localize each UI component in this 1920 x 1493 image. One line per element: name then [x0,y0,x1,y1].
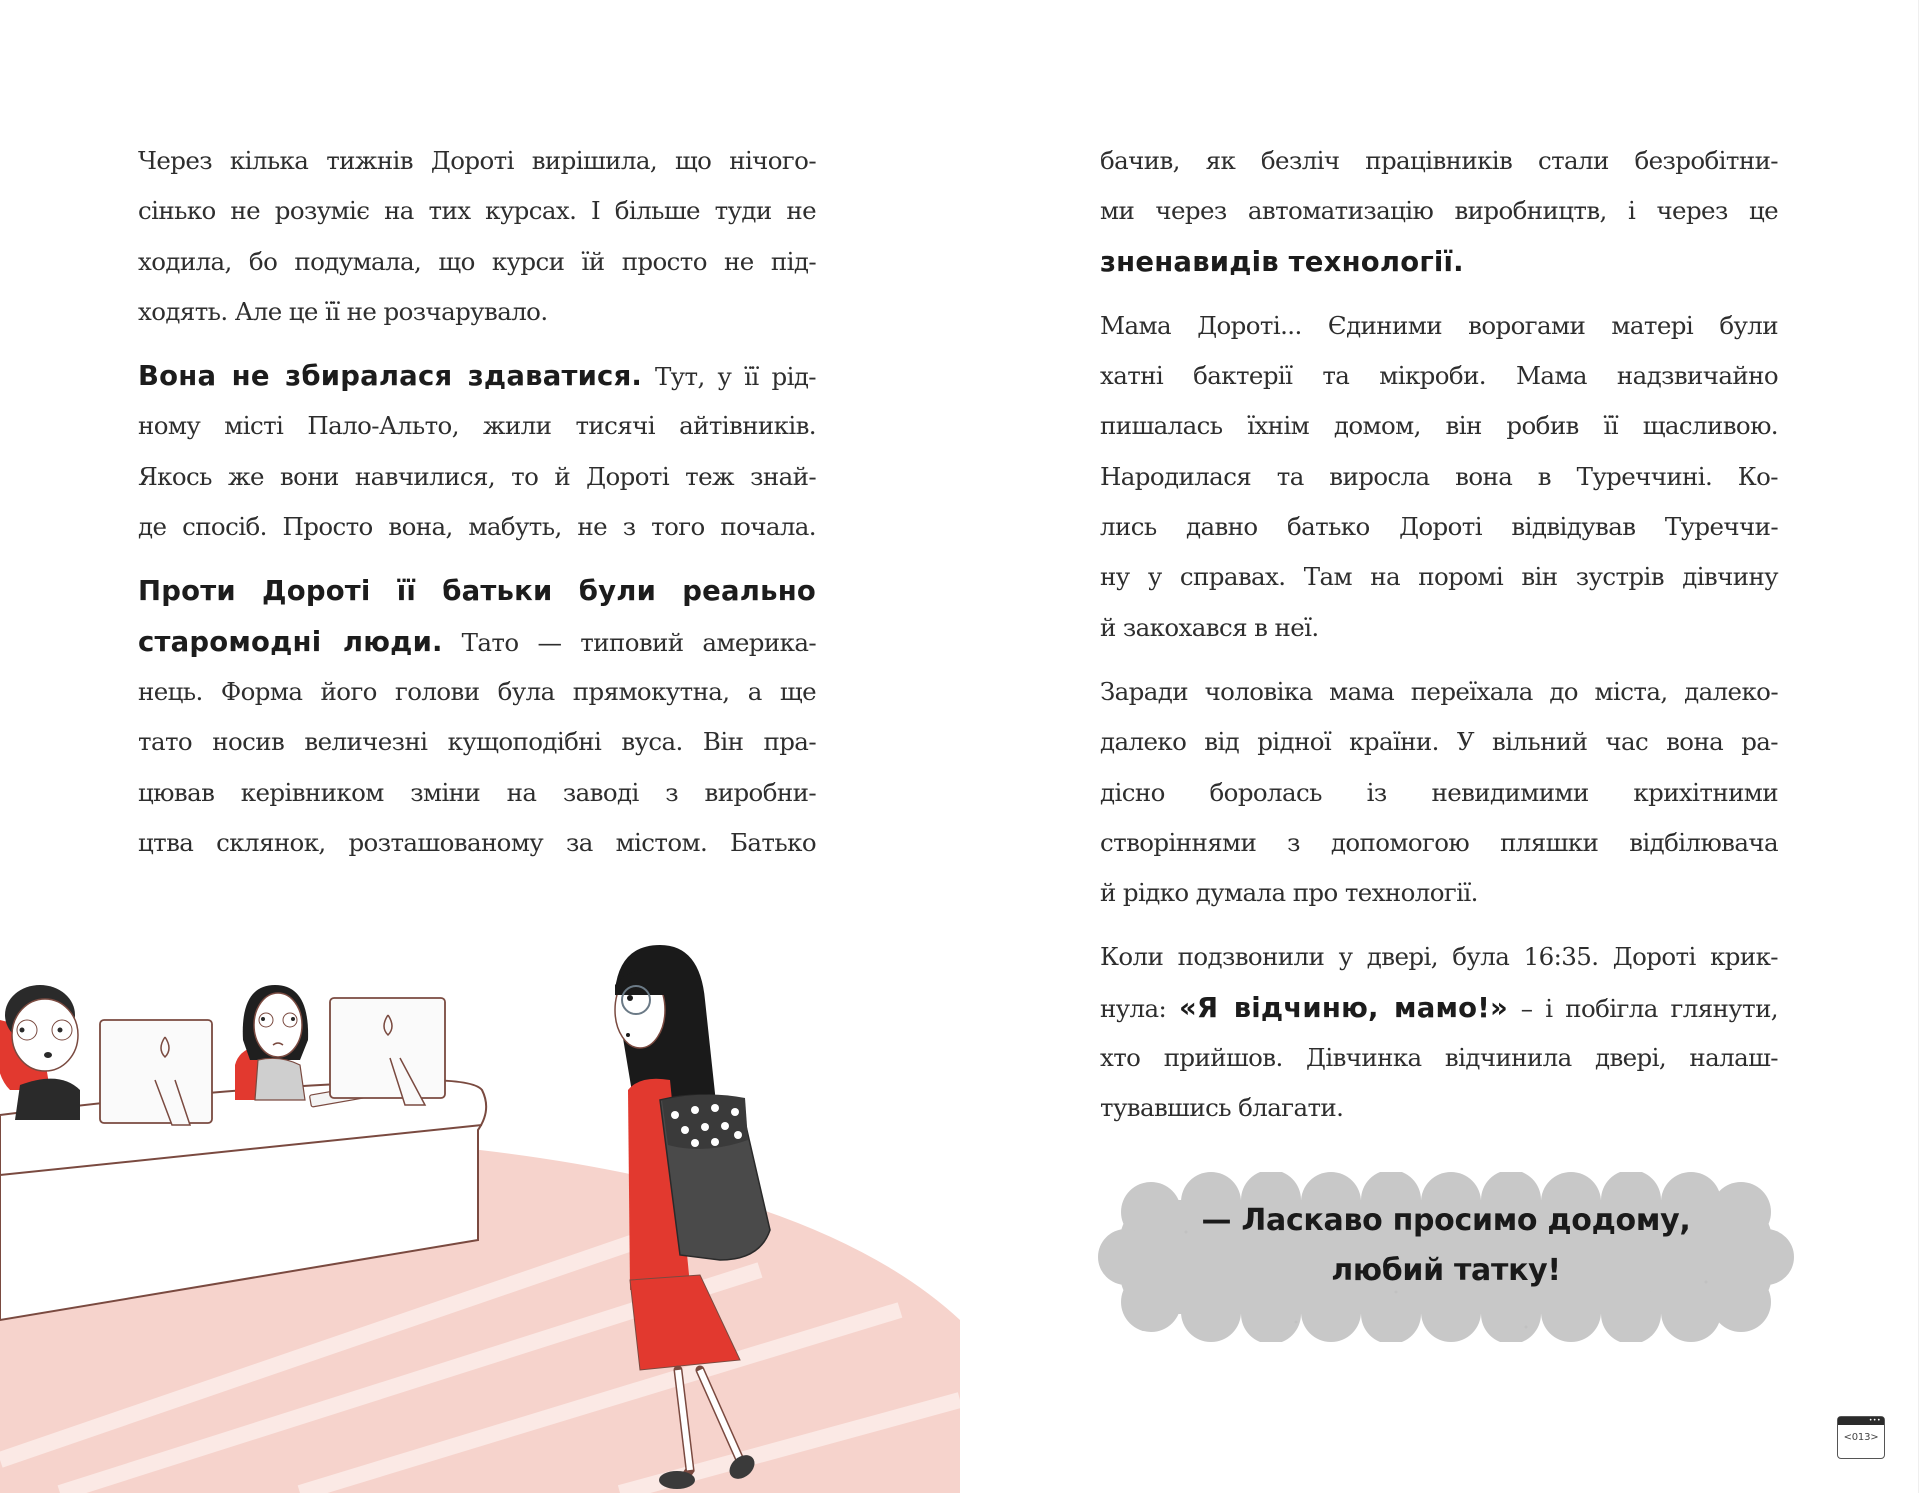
text-line: Народилася та виросла вона в Туреччині. Ко- [1100,461,1778,491]
speech-bubble-text [1096,1196,1796,1296]
paragraph [138,351,816,552]
text-line: Якось же вони навчилися, то й Дороті теж знай- [138,461,816,491]
bold-phrase: Проти Дороті її батьки були реально [138,575,816,608]
bold-phrase: «Я відчиню, мамо!» [1178,991,1508,1024]
paragraph [138,566,816,868]
illustration [0,940,960,1493]
text-line: цював керівником зміни на заводі з виробни- [138,777,816,807]
text-line: пишалась їхнім домом, він робив її щасливою. [1100,411,1778,441]
text-line [138,566,816,616]
bold-phrase: Вона не збиралася здаватися. [138,360,643,393]
page-number-badge [1837,1416,1885,1459]
speech-line: любий татку! [1331,1253,1561,1288]
text-line: тувавшись благати. [1100,1093,1344,1123]
text-line: старомодні люди. Тато — типовий америка- [138,625,816,658]
computer-monitor [100,1020,212,1123]
text-line: цтва склянок, розташованому за містом. Батько [138,827,816,857]
text-line: дісно боролась із невидимими крихітними [1100,777,1778,807]
speech-line: — Ласкаво просимо додому, [1201,1203,1691,1238]
bold-phrase: старомодні люди. [138,625,443,658]
page-edge [1918,0,1919,1493]
text-line: далеко від рідної країни. У вільний час вона ра- [1100,727,1778,757]
text-line: тато носив величезні кущоподібні вуса. Він пра- [138,727,816,757]
text-line: ходять. Але це її не розчарувало. [138,296,548,326]
text-line: Вона не збиралася здаватися. Тут, у її рід- [138,360,816,393]
text-line: створіннями з допомогою пляшки відбілювача [1100,827,1778,857]
text-line: ми через автоматизацію виробництв, і через це [1100,196,1778,226]
text-line: Мама Дороті... Єдиними ворогами матері були [1100,310,1778,340]
text-line [1100,237,1778,287]
text-line: й закохався в неї. [1100,612,1319,642]
text-line: бачив, як безліч працівників стали безробітни- [1100,146,1778,175]
paragraph [1100,932,1778,1133]
bold-phrase: зненавидів технології. [1100,245,1464,278]
text-line: Коли подзвонили у двері, була 16:35. Дороті крик- [1100,942,1778,972]
text-line: й рідко думала про технології. [1100,878,1478,908]
text-line: хатні бактерії та мікроби. Мама надзвичайно [1100,361,1778,391]
text-line: нець. Форма його голови була прямокутна, а ще [138,676,816,706]
text-line: Через кілька тижнів Дороті вирішила, що нічого- [138,146,816,175]
text-line: ну у справах. Там на поромі він зустрів дівчину [1100,562,1778,592]
paragraph [138,136,816,337]
text-line: Заради чоловіка мама переїхала до міста, далеко- [1100,676,1778,706]
text-line: ходила, бо подумала, що курси їй просто не під- [138,246,816,276]
text-line: лись давно батько Дороті відвідував Туреччи- [1100,512,1778,542]
paragraph [1100,136,1778,287]
text-line: ному місті Пало-Альто, жили тисячі айтівників. [138,411,816,441]
text-line: де спосіб. Просто вона, мабуть, не з того почала. [138,512,816,542]
text-line: сінько не розуміє на тих курсах. І більше туди не [138,196,816,226]
page-number: <013> [1843,1432,1879,1443]
text-line: нула: «Я відчиню, мамо!» – і побігла глянути, [1100,991,1778,1024]
browser-window-icon: ••• [1838,1417,1884,1425]
paragraph [1100,667,1778,918]
paragraph [1100,301,1778,653]
right-text-column [1100,136,1778,1148]
text-line: хто прийшов. Дівчинка відчинила двері, налаш- [1100,1043,1778,1073]
computer-monitor [330,998,445,1098]
left-text-column [138,136,816,882]
